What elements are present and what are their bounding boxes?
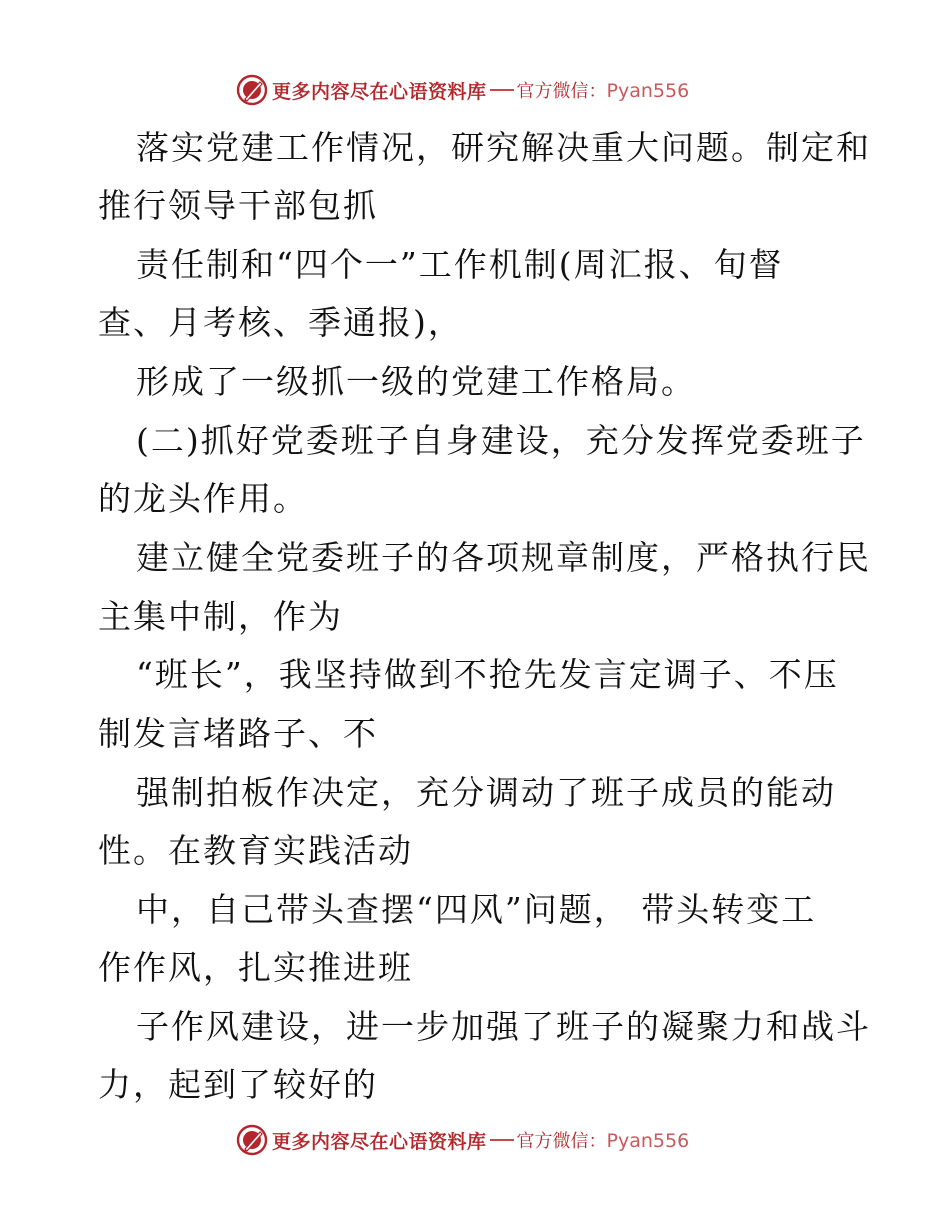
section-heading: (二)抓好党委班子自身建设，充分发挥党委班子 (136, 421, 866, 460)
text-line: “班长”，我坚持做到不抢先发言定调子、不压 (136, 655, 839, 694)
text-line: 制发言堵路子、不 (98, 714, 378, 753)
text-line: 作作风，扎实推进班 (98, 948, 413, 987)
text-line: 主集中制，作为 (98, 597, 343, 636)
watermark-sub-label: 官方微信： (516, 1131, 607, 1152)
footer-watermark (236, 1123, 689, 1157)
watermark-account: Pyan556 (606, 80, 690, 102)
pen-logo-icon (236, 1124, 268, 1156)
text-line: 查、月考核、季通报)， (98, 303, 463, 342)
text-line: 建立健全党委班子的各项规章制度，严格执行民 (136, 538, 871, 577)
text-line: 的龙头作用。 (98, 479, 308, 518)
text-line: 责任制和“四个一”工作机制(周汇报、旬督 (136, 245, 784, 284)
watermark-main-text: 更多内容尽在心语资料库 (272, 1130, 487, 1153)
watermark-dash (490, 1139, 514, 1141)
text-line: 子作风建设，进一步加强了班子的凝聚力和战斗 (136, 1007, 871, 1046)
text-line: 落实党建工作情况，研究解决重大问题。制定和 (136, 128, 871, 167)
text-line: 力，起到了较好的 (98, 1065, 378, 1104)
text-line: 推行领导干部包抓 (98, 186, 378, 225)
text-line: 强制拍板作决定，充分调动了班子成员的能动 (136, 773, 836, 812)
pen-logo-icon (236, 74, 268, 106)
text-line: 中，自己带头查摆“四风”问题， 带头转变工 (136, 890, 817, 929)
watermark-dash (490, 89, 514, 91)
watermark-sub-text (517, 1127, 690, 1153)
text-line: 性。在教育实践活动 (98, 831, 413, 870)
header-watermark (236, 73, 689, 107)
watermark-sub-text (517, 77, 690, 103)
text-line: 形成了一级抓一级的党建工作格局。 (136, 362, 696, 401)
watermark-main-text: 更多内容尽在心语资料库 (272, 80, 487, 103)
watermark-sub-label: 官方微信： (516, 81, 607, 102)
watermark-account: Pyan556 (606, 1130, 690, 1152)
